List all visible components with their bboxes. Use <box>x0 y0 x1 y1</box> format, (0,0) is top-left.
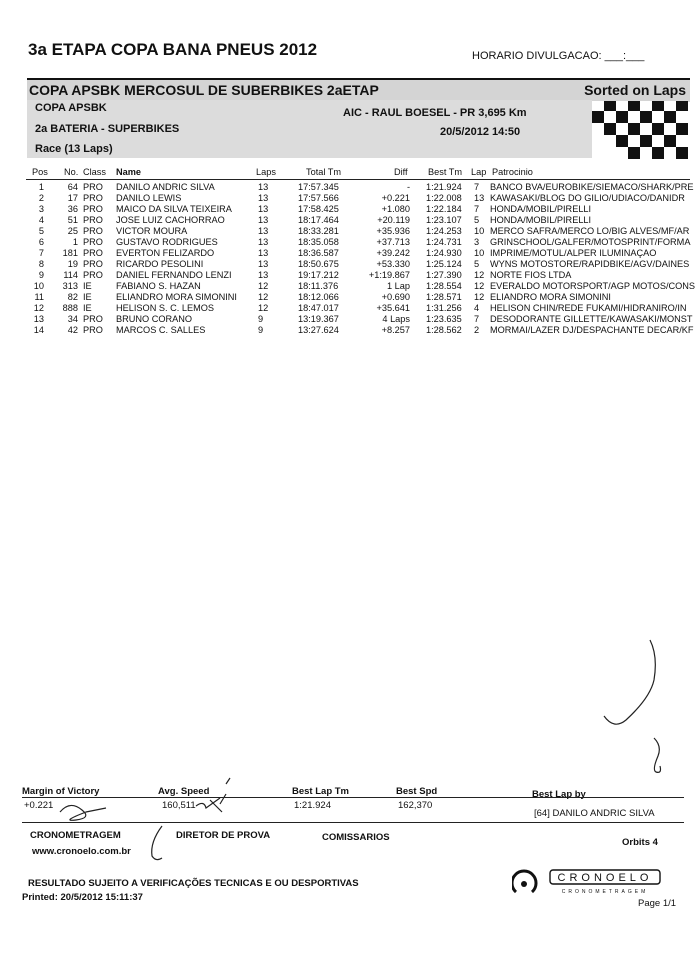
cell-laps: 12 <box>258 281 269 291</box>
cell-lap: 10 <box>474 248 485 258</box>
cell-patro: IMPRIME/MOTUL/ALPER ILUMINAÇAO <box>490 248 657 258</box>
cell-patro: WYNS MOTOSTORE/RAPIDBIKE/AGV/DAINES <box>490 259 690 269</box>
cell-laps: 9 <box>258 314 264 324</box>
cell-diff: 4 Laps <box>382 314 410 324</box>
cell-no: 888 <box>62 303 78 313</box>
diretor-label: DIRETOR DE PROVA <box>176 830 271 841</box>
cell-name: MARCOS C. SALLES <box>116 325 206 335</box>
cell-pos: 2 <box>38 193 44 203</box>
cell-best: 1:21.924 <box>426 182 462 192</box>
cell-class: PRO <box>83 314 103 324</box>
resultado-note: RESULTADO SUJEITO A VERIFICAÇÕES TECNICAS E OU DESPORTIVAS <box>28 878 359 889</box>
cell-lap: 12 <box>474 292 485 302</box>
cell-class: PRO <box>83 204 103 214</box>
cell-no: 19 <box>67 259 78 269</box>
bspd-value: 162,370 <box>398 800 433 811</box>
cell-best: 1:24.930 <box>426 248 462 258</box>
col-diff: Diff <box>394 167 408 177</box>
race-laps: Race (13 Laps) <box>35 143 113 155</box>
cell-diff: +0.221 <box>381 193 410 203</box>
cell-pos: 1 <box>38 182 44 192</box>
avg-value: 160,511 <box>162 800 196 811</box>
cell-pos: 12 <box>33 303 44 313</box>
cell-best: 1:27.390 <box>426 270 462 280</box>
cell-total: 18:50.675 <box>298 259 339 269</box>
svg-text:CRONOELO: CRONOELO <box>557 872 653 884</box>
cell-diff: +37.713 <box>376 237 410 247</box>
cell-patro: HONDA/MOBIL/PIRELLI <box>490 204 592 214</box>
cell-name: DANIEL FERNANDO LENZI <box>116 270 232 280</box>
cell-patro: DESODORANTE GILLETTE/KAWASAKI/MONST <box>490 314 693 324</box>
cell-name: DANILO ANDRIC SILVA <box>116 182 215 192</box>
category-name: 2a BATERIA - SUPERBIKES <box>35 123 180 135</box>
cell-lap: 4 <box>474 303 480 313</box>
col-best: Best Tm <box>428 167 463 177</box>
cell-patro: HELISON CHIN/REDE FUKAMI/HIDRANIRO/IN <box>490 303 687 313</box>
cell-lap: 5 <box>474 259 480 269</box>
mov-label: Margin of Victory <box>22 786 100 797</box>
cell-total: 18:12.066 <box>298 292 339 302</box>
cell-no: 114 <box>63 270 78 280</box>
cell-pos: 8 <box>38 259 44 269</box>
cell-lap: 7 <box>474 204 480 214</box>
cell-no: 36 <box>67 204 78 214</box>
cell-patro: BANCO BVA/EUROBIKE/SIEMACO/SHARK/PRE <box>490 182 694 192</box>
cell-total: 13:27.624 <box>298 325 339 335</box>
cell-patro: GRINSCHOOL/GALFER/MOTOSPRINT/FORMA <box>490 237 691 247</box>
cell-laps: 13 <box>258 193 269 203</box>
cell-pos: 3 <box>38 204 44 214</box>
cell-laps: 13 <box>258 226 269 236</box>
cell-class: PRO <box>83 237 103 247</box>
cell-diff: +1.080 <box>381 204 410 214</box>
orbits-label: Orbits 4 <box>622 837 658 848</box>
cell-class: PRO <box>83 259 103 269</box>
website: www.cronoelo.com.br <box>32 846 131 857</box>
cell-best: 1:28.562 <box>426 325 462 335</box>
cell-lap: 7 <box>474 314 480 324</box>
col-class: Class <box>83 167 106 177</box>
cell-class: IE <box>83 292 92 302</box>
cell-pos: 6 <box>38 237 44 247</box>
cell-class: PRO <box>83 193 103 203</box>
cell-best: 1:25.124 <box>426 259 462 269</box>
col-patro: Patrocinio <box>492 167 533 177</box>
mov-value: +0.221 <box>24 800 54 811</box>
cell-diff: +0.690 <box>381 292 410 302</box>
col-total: Total Tm <box>306 167 342 177</box>
cell-pos: 11 <box>34 292 44 302</box>
cell-patro: MERCO SAFRA/MERCO LO/BIG ALVES/MF/AR <box>490 226 690 236</box>
printed-timestamp: Printed: 20/5/2012 15:11:37 <box>22 892 143 903</box>
cell-no: 82 <box>67 292 78 302</box>
cell-name: GUSTAVO RODRIGUES <box>116 237 218 247</box>
cell-class: IE <box>83 303 92 313</box>
cell-name: ELIANDRO MORA SIMONINI <box>116 292 237 302</box>
cell-class: IE <box>83 281 92 291</box>
cell-no: 25 <box>67 226 78 236</box>
cell-pos: 10 <box>33 281 44 291</box>
cell-pos: 13 <box>33 314 44 324</box>
cell-lap: 2 <box>474 325 480 335</box>
cell-laps: 13 <box>258 204 269 214</box>
cell-laps: 12 <box>258 303 269 313</box>
cell-lap: 7 <box>474 182 480 192</box>
page-title: 3a ETAPA COPA BANA PNEUS 2012 <box>28 40 318 59</box>
cell-name: RICARDO PESOLINI <box>116 259 204 269</box>
svg-text:CRONOMETRAGEM: CRONOMETRAGEM <box>561 889 649 895</box>
cell-lap: 5 <box>474 215 480 225</box>
cell-total: 18:17.464 <box>298 215 339 225</box>
cell-laps: 13 <box>258 182 269 192</box>
cell-patro: EVERALDO MOTORSPORT/AGP MOTOS/CONS <box>490 281 696 291</box>
track-name: AIC - RAUL BOESEL - PR 3,695 Km <box>343 107 527 119</box>
cell-patro: KAWASAKI/BLOG DO GILIO/UDIACO/DANIDR <box>490 193 685 203</box>
cell-total: 18:36.587 <box>298 248 339 258</box>
cell-total: 13:19.367 <box>298 314 339 324</box>
cell-lap: 10 <box>474 226 485 236</box>
cell-diff: +53.330 <box>376 259 410 269</box>
cell-best: 1:24.731 <box>426 237 462 247</box>
cell-no: 181 <box>62 248 78 258</box>
cell-patro: MORMAI/LAZER DJ/DESPACHANTE DECAR/KF <box>490 325 694 335</box>
sorted-label: Sorted on Laps <box>584 82 686 98</box>
cell-best: 1:22.184 <box>426 204 462 214</box>
cell-diff: - <box>406 182 410 192</box>
cell-best: 1:28.571 <box>426 292 462 302</box>
cell-name: VICTOR MOURA <box>116 226 188 236</box>
cell-no: 42 <box>67 325 78 335</box>
cell-no: 313 <box>62 281 78 291</box>
cell-best: 1:24.253 <box>426 226 462 236</box>
col-name: Name <box>116 167 142 177</box>
cell-patro: NORTE FIOS LTDA <box>490 270 572 280</box>
blt-label: Best Lap Tm <box>292 786 350 797</box>
cell-laps: 13 <box>258 270 269 280</box>
cell-no: 51 <box>67 215 78 225</box>
cell-lap: 12 <box>474 281 485 291</box>
cell-diff: +20.119 <box>377 215 410 225</box>
cell-class: PRO <box>83 226 103 236</box>
col-laps: Laps <box>256 167 276 177</box>
cell-pos: 7 <box>38 248 44 258</box>
cell-total: 19:17.212 <box>298 270 339 280</box>
cell-no: 17 <box>67 193 78 203</box>
cell-laps: 9 <box>258 325 264 335</box>
cell-total: 18:47.017 <box>298 303 339 313</box>
bspd-label: Best Spd <box>396 786 438 797</box>
cell-laps: 13 <box>258 248 269 258</box>
col-no: No. <box>64 167 79 177</box>
blby-label: Best Lap by <box>532 789 586 800</box>
cell-class: PRO <box>83 248 103 258</box>
cell-name: HELISON S. C. LEMOS <box>116 303 215 313</box>
cell-class: PRO <box>83 325 103 335</box>
col-pos: Pos <box>32 167 48 177</box>
cell-laps: 13 <box>258 215 269 225</box>
cell-total: 18:11.376 <box>298 281 339 291</box>
cell-name: DANILO LEWIS <box>116 193 182 203</box>
cell-class: PRO <box>83 182 103 192</box>
cell-best: 1:23.635 <box>426 314 462 324</box>
cell-name: BRUNO CORANO <box>116 314 193 324</box>
cell-name: FABIANO S. HAZAN <box>116 281 201 291</box>
cell-class: PRO <box>83 270 103 280</box>
cell-patro: HONDA/MOBIL/PIRELLI <box>490 215 592 225</box>
cell-best: 1:31.256 <box>426 303 462 313</box>
cell-laps: 13 <box>258 237 269 247</box>
cell-no: 64 <box>67 182 78 192</box>
cell-diff: +8.257 <box>381 325 410 335</box>
cell-pos: 5 <box>38 226 44 236</box>
cell-diff: +35.641 <box>376 303 410 313</box>
comissarios-label: COMISSARIOS <box>322 832 390 843</box>
cell-best: 1:22.008 <box>426 193 462 203</box>
blt-value: 1:21.924 <box>294 800 331 811</box>
cell-best: 1:23.107 <box>426 215 462 225</box>
cell-total: 18:33.281 <box>298 226 339 236</box>
banner-title: COPA APSBK MERCOSUL DE SUBERBIKES 2aETAP <box>29 82 379 98</box>
cell-no: 1 <box>72 237 78 247</box>
col-lap: Lap <box>471 167 487 177</box>
race-datetime: 20/5/2012 14:50 <box>440 126 521 138</box>
cell-lap: 13 <box>474 193 485 203</box>
cell-pos: 14 <box>33 325 44 335</box>
cell-pos: 4 <box>38 215 44 225</box>
cell-lap: 3 <box>474 237 480 247</box>
cell-diff: +1:19.867 <box>368 270 410 280</box>
cell-total: 17:57.345 <box>298 182 339 192</box>
cell-diff: 1 Lap <box>387 281 410 291</box>
cell-total: 18:35.058 <box>298 237 339 247</box>
cell-diff: +39.242 <box>376 248 410 258</box>
avg-label: Avg. Speed <box>158 786 210 797</box>
cell-total: 17:57.566 <box>298 193 339 203</box>
blby-value: [64] DANILO ANDRIC SILVA <box>534 808 655 819</box>
series-name: COPA APSBK <box>35 102 107 114</box>
cell-laps: 12 <box>258 292 269 302</box>
page-number: Page 1/1 <box>638 898 677 909</box>
cell-laps: 13 <box>258 259 269 269</box>
cronometragem-label: CRONOMETRAGEM <box>30 830 121 841</box>
cell-name: MAICO DA SILVA TEIXEIRA <box>116 204 232 214</box>
cell-name: JOSE LUIZ CACHORRAO <box>116 215 225 225</box>
horario-divulgacao: HORARIO DIVULGACAO: ___:___ <box>472 50 645 62</box>
cell-patro: ELIANDRO MORA SIMONINI <box>490 292 611 302</box>
cell-best: 1:28.554 <box>426 281 462 291</box>
cell-lap: 12 <box>474 270 485 280</box>
cell-diff: +35.936 <box>376 226 410 236</box>
cell-no: 34 <box>67 314 78 324</box>
cell-total: 17:58.425 <box>298 204 339 214</box>
cell-class: PRO <box>83 215 103 225</box>
cell-pos: 9 <box>38 270 44 280</box>
cell-name: EVERTON FELIZARDO <box>116 248 215 258</box>
